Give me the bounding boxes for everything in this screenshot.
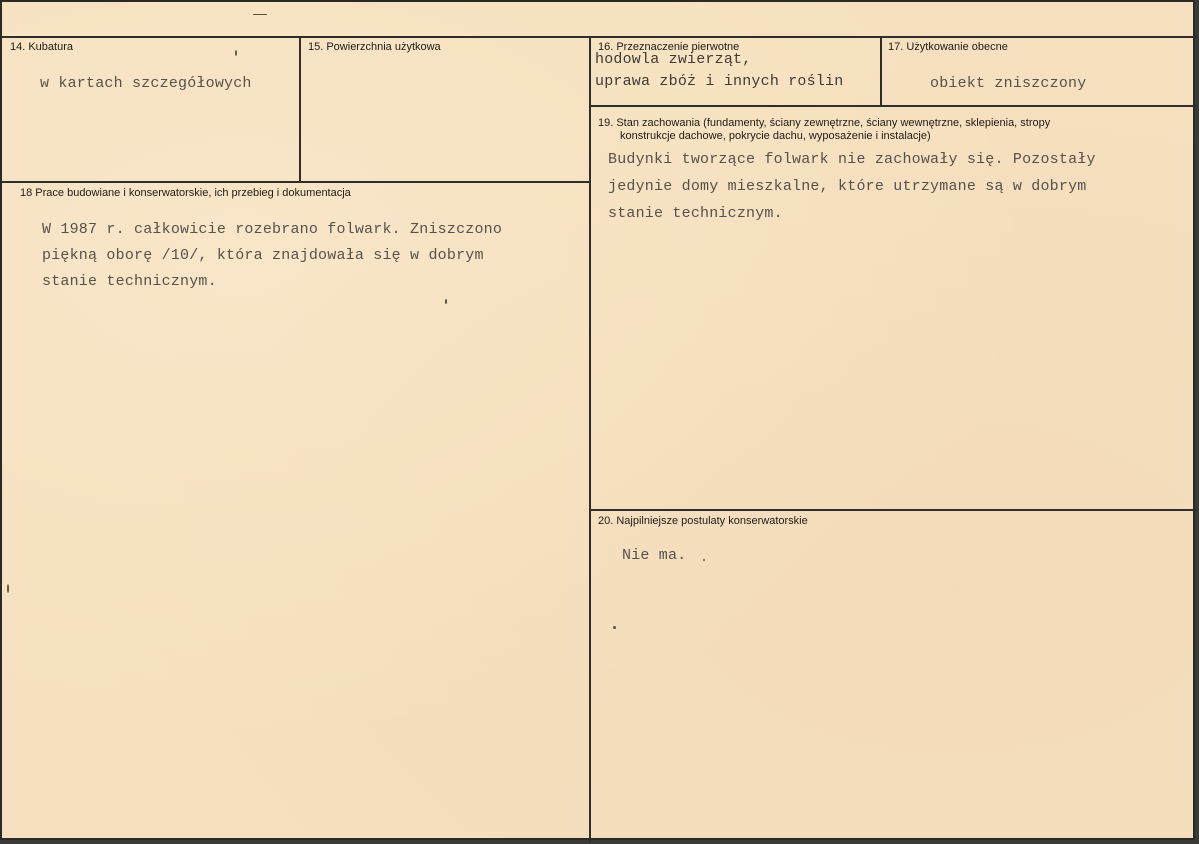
field-19-value-line-1: Budynki tworzące folwark nie zachowały się. Pozostały [608, 151, 1096, 168]
paper-speck [253, 14, 267, 15]
paper-speck [703, 559, 705, 561]
field-14-value: w kartach szczegółowych [40, 75, 252, 92]
field-19-label-line-2: konstrukcje dachowe, pokrycie dachu, wyposażenie i instalacje) [620, 130, 931, 142]
top-rule [2, 36, 1197, 38]
divider-14-15 [299, 36, 301, 182]
field-20-value: Nie ma. [622, 547, 687, 564]
field-16-value-line-2: uprawa zbóż i innych roślin [595, 73, 844, 90]
rule-19-bottom [591, 509, 1197, 511]
paper-speck [235, 50, 237, 56]
center-divider [589, 36, 591, 842]
field-18-label: 18 Prace budowiane i konserwatorskie, ich przebieg i dokumentacja [20, 187, 351, 199]
field-17-label: 17. Użytkowanie obecne [888, 41, 1008, 53]
rule-14-15-bottom [2, 181, 589, 183]
divider-16-17 [880, 36, 882, 106]
field-19-label-line-1: 19. Stan zachowania (fundamenty, ściany zewnętrzne, ściany wewnętrzne, sklepienia, stropy [598, 117, 1051, 129]
paper-speck [613, 626, 616, 629]
field-16-label: 16. Przeznaczenie pierwotne [598, 41, 740, 53]
rule-16-17-bottom [591, 105, 1197, 107]
field-18-value-line-2: piękną oborę /10/, która znajdowała się w dobrym [42, 247, 484, 264]
field-19-value-line-2: jedynie domy mieszkalne, które utrzymane są w dobrym [608, 178, 1087, 195]
field-14-label: 14. Kubatura [10, 41, 73, 53]
field-16-value-line-1: hodowla zwierząt, [595, 51, 752, 68]
field-20-label: 20. Najpilniejsze postulaty konserwatorskie [598, 515, 808, 527]
field-15-label: 15. Powierzchnia użytkowa [308, 41, 441, 53]
field-17-value: obiekt zniszczony [930, 75, 1087, 92]
paper-speck [445, 299, 447, 304]
field-19-value-line-3: stanie technicznym. [608, 205, 783, 222]
field-18-value-line-1: W 1987 r. całkowicie rozebrano folwark. Zniszczono [42, 221, 503, 238]
paper-speck [7, 584, 9, 593]
field-18-value-line-3: stanie technicznym. [42, 273, 217, 290]
